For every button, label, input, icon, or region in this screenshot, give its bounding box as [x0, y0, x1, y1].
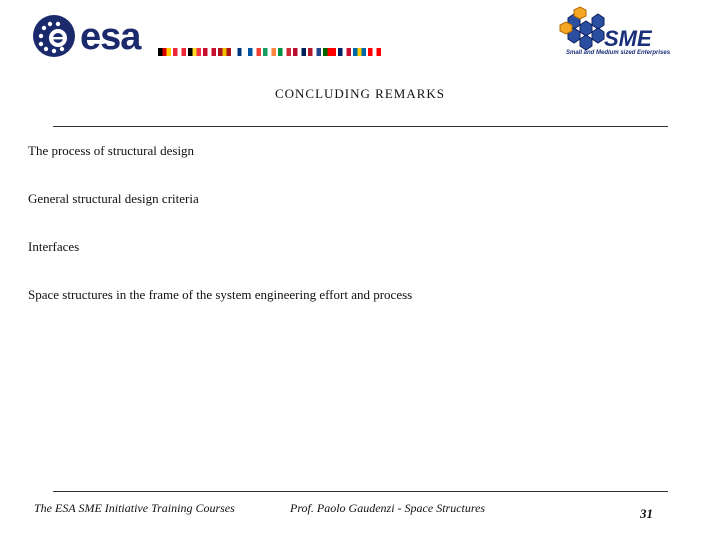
flag-icon [308, 48, 321, 56]
footer-author: Prof. Paolo Gaudenzi - Space Structures [290, 501, 486, 515]
page-number: 31 [640, 506, 653, 521]
list-item: General structural design criteria [28, 191, 199, 206]
sme-logo [558, 6, 693, 64]
flag-icon [278, 48, 291, 56]
slide-title: CONCLUDING REMARKS [274, 86, 446, 101]
flag-icon [368, 48, 381, 56]
footer-divider [53, 491, 668, 492]
flag-icon [323, 48, 336, 56]
sme-tagline: Small and Medium sized Enterprises [566, 50, 671, 56]
flag-icon [173, 48, 186, 56]
flag-icon [293, 48, 306, 56]
flag-icon [158, 48, 171, 56]
flag-icon [248, 48, 261, 56]
esa-wordmark: esa [80, 16, 141, 58]
list-item: Interfaces [28, 239, 80, 254]
flag-icon [353, 48, 366, 56]
sme-wordmark: SME [604, 26, 652, 51]
esa-globe-icon [30, 12, 78, 60]
list-item: The process of structural design [28, 143, 195, 158]
flag-icon [338, 48, 351, 56]
list-item: Space structures in the frame of the system engineering effort and process [28, 287, 413, 302]
member-flags [158, 48, 381, 57]
title-divider [53, 126, 668, 127]
flag-icon [203, 48, 216, 56]
flag-icon [218, 48, 231, 56]
remarks-list [28, 143, 412, 335]
flag-icon [233, 48, 246, 56]
flag-icon [263, 48, 276, 56]
flag-icon [188, 48, 201, 56]
esa-logo [30, 10, 390, 62]
footer-course: The ESA SME Initiative Training Courses [34, 501, 235, 515]
